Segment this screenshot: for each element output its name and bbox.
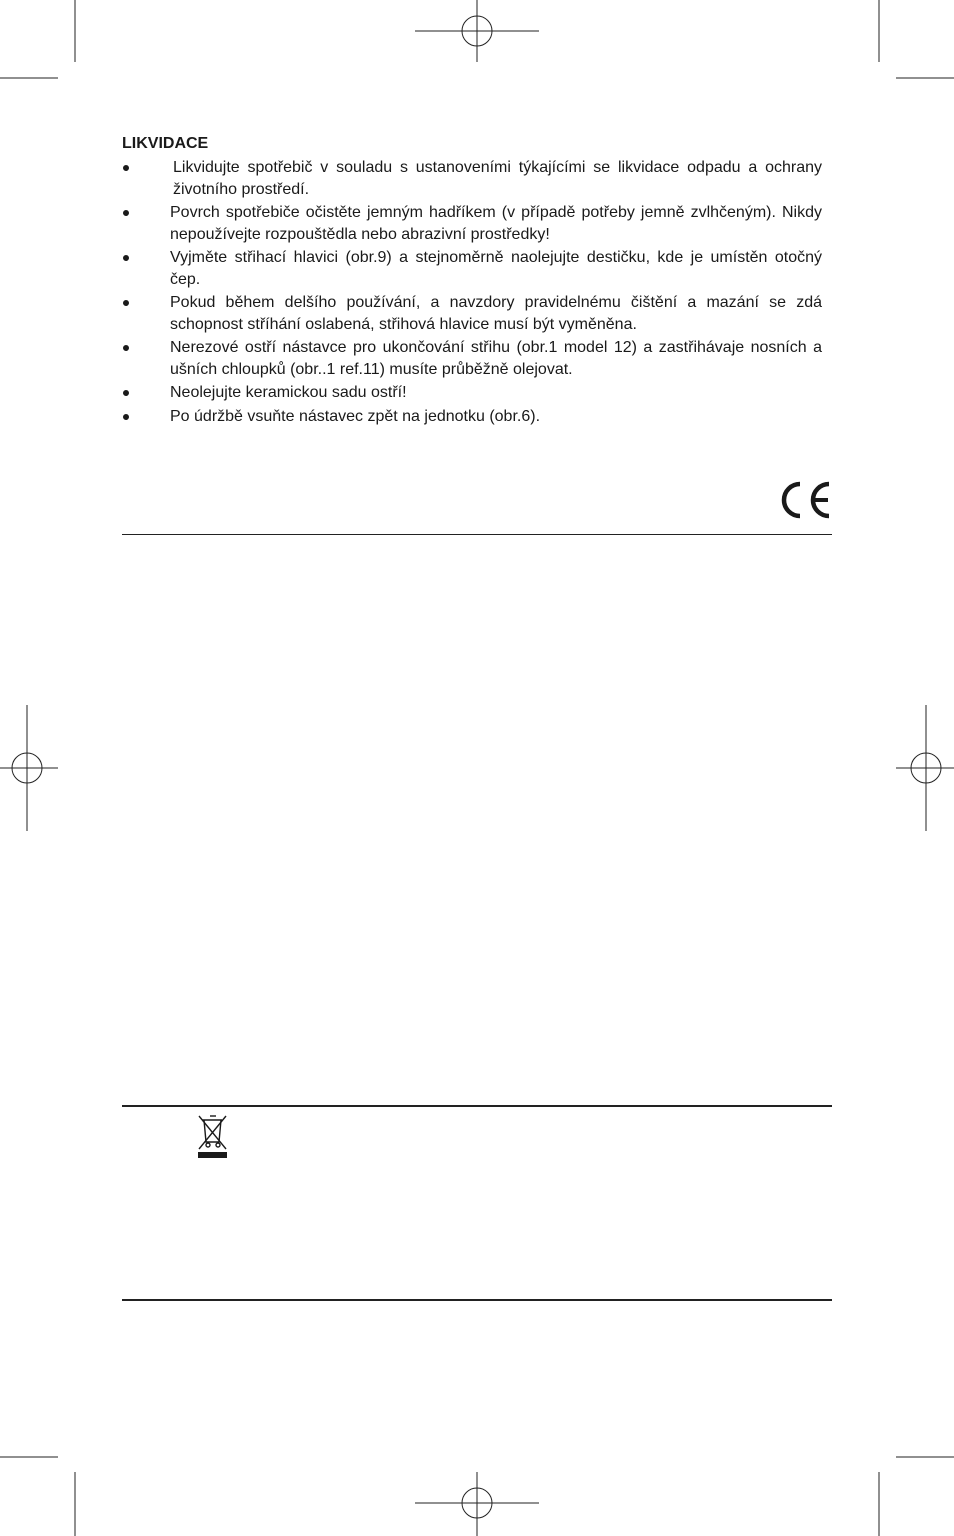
- maintenance-list: [122, 157, 822, 429]
- crossed-out-wheeled-bin-icon: [196, 1112, 230, 1160]
- registration-mark-top: [415, 0, 539, 62]
- section-title: LIKVIDACE: [122, 135, 209, 152]
- ce-mark-icon: [778, 481, 832, 519]
- list-item: Likvidujte spotřebič v souladu s ustanoveními týkajícími se likvidace odpadu a ochrany životního prostředí.: [122, 157, 822, 200]
- list-item: Vyjměte střihací hlavici (obr.9) a stejnoměrně naolejujte destičku, kde je umístěn otočný čep.: [122, 247, 822, 290]
- registration-mark-left: [0, 705, 58, 831]
- list-item: Pokud během delšího používání, a navzdory pravidelnému čištění a mazání se zdá schopnost stříhání oslabená, střihová hlavice musí být vyměněna.: [122, 292, 822, 335]
- list-item: Neolejujte keramickou sadu ostří!: [122, 382, 822, 404]
- registration-mark-bottom: [415, 1472, 539, 1536]
- list-item: Povrch spotřebiče očistěte jemným hadříkem (v případě potřeby jemně zvlhčeným). Nikdy nepoužívejte rozpouštědla nebo abrazivní prostředky!: [122, 202, 822, 245]
- list-item: Nerezové ostří nástavce pro ukončování střihu (obr.1 model 12) a zastřihávaje nosních a ušních chloupků (obr..1 ref.11) musíte průběžně olejovat.: [122, 337, 822, 380]
- divider: [122, 1105, 832, 1107]
- divider: [122, 1299, 832, 1301]
- divider: [122, 534, 832, 535]
- list-item: Po údržbě vsuňte nástavec zpět na jednotku (obr.6).: [122, 406, 822, 428]
- registration-mark-right: [896, 705, 954, 831]
